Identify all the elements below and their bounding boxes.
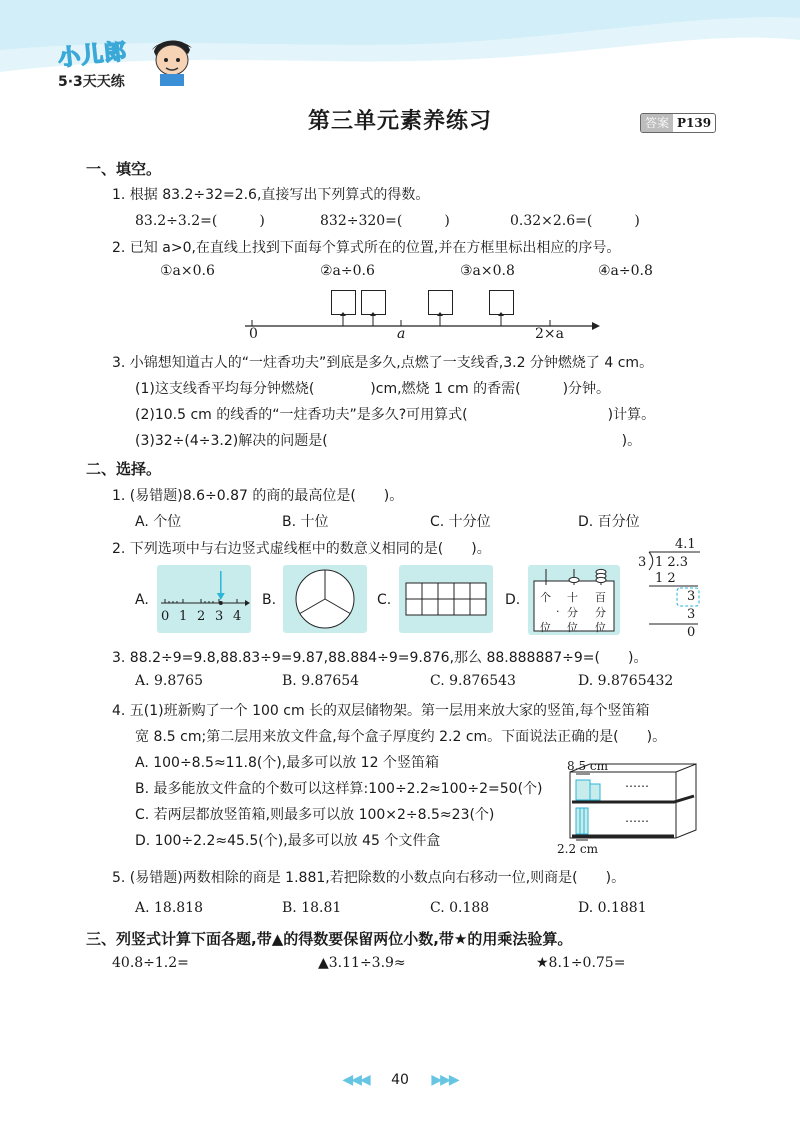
long-division-figure bbox=[632, 538, 712, 642]
ruler-tick-4: 4 bbox=[233, 609, 242, 624]
div-dividend: 1 2.3 bbox=[655, 555, 689, 570]
div-row4: 0 bbox=[687, 625, 696, 640]
page-number: 40 bbox=[391, 1072, 409, 1088]
shelf-dots-top: …… bbox=[625, 776, 649, 790]
s1-q1-a: 83.2÷3.2=( ) bbox=[135, 213, 265, 229]
shelf-label-thickness: 2.2 cm bbox=[557, 842, 598, 856]
s2-q5-stem: 5. (易错题)两数相除的商是 1.881,若把除数的小数点向右移动一位,则商是( )。 bbox=[112, 870, 626, 886]
div-divisor: 3 bbox=[638, 555, 647, 570]
section3-heading: 三、列竖式计算下面各题,带▲的得数要保留两位小数,带★的用乘法验算。 bbox=[86, 930, 573, 948]
brand-title: 小儿郎 bbox=[57, 39, 129, 72]
abacus-dot: · bbox=[556, 605, 560, 618]
s1-q2-stem: 2. 已知 a>0,在直线上找到下面每个算式所在的位置,并在方框里标出相应的序号。 bbox=[112, 240, 621, 256]
abacus-col1-top: 个 bbox=[540, 591, 551, 604]
s1-q2-opt2: ②a÷0.6 bbox=[320, 263, 375, 279]
s2-q1-B: B. 十位 bbox=[282, 514, 329, 530]
s2-q5-A: A. 18.818 bbox=[135, 900, 203, 916]
section1-heading: 一、填空。 bbox=[86, 160, 162, 178]
shelf-figure bbox=[558, 760, 706, 850]
s2-q2-D-label: D. bbox=[505, 592, 521, 608]
s2-q1-C: C. 十分位 bbox=[430, 514, 491, 530]
s2-q3-C: C. 9.876543 bbox=[430, 673, 516, 689]
nl-label-zero: 0 bbox=[249, 326, 258, 342]
s1-q3-p1: (1)这支线香平均每分钟燃烧( )cm,燃烧 1 cm 的香需( )分钟。 bbox=[135, 381, 611, 397]
page-footer bbox=[0, 1072, 800, 1088]
s2-q4-C: C. 若两层都放竖笛箱,则最多可以放 100×2÷8.5≈23(个) bbox=[135, 807, 495, 823]
abacus-col2-mid: 分 bbox=[567, 606, 578, 619]
s1-q2-opt1: ①a×0.6 bbox=[160, 263, 215, 279]
s2-q3-stem: 3. 88.2÷9=9.8,88.83÷9=9.87,88.884÷9=9.876,那么 88.888887÷9=( )。 bbox=[112, 650, 648, 666]
s2-q4-stem-line2: 宽 8.5 cm;第二层用来放文件盒,每个盒子厚度约 2.2 cm。下面说法正确的是( )。 bbox=[135, 729, 667, 745]
div-row2: 3 bbox=[687, 589, 696, 604]
abacus-col1-bot: 位 bbox=[540, 621, 551, 634]
s2-q3-A: A. 9.8765 bbox=[135, 673, 203, 689]
page-title: 第三单元素养练习 bbox=[307, 109, 492, 134]
s1-q1-c: 0.32×2.6=( ) bbox=[510, 213, 640, 229]
answer-page: P139 bbox=[677, 116, 712, 130]
abacus-col3-bot: 位 bbox=[595, 621, 606, 634]
s2-q1-A: A. 个位 bbox=[135, 514, 182, 530]
ruler-tick-3: 3 bbox=[215, 609, 224, 624]
grid-figure bbox=[399, 565, 493, 633]
mascot-icon bbox=[148, 34, 196, 86]
s2-q4-stem-line1: 4. 五(1)班新购了一个 100 cm 长的双层储物架。第一层用来放大家的竖笛,每个竖笛箱 bbox=[112, 703, 650, 719]
s2-q5-D: D. 0.1881 bbox=[578, 900, 647, 916]
s1-q2-opt3: ③a×0.8 bbox=[460, 263, 515, 279]
answer-label: 答案 bbox=[641, 114, 673, 132]
ruler-tick-0: 0 bbox=[161, 609, 170, 624]
div-quotient: 4.1 bbox=[675, 537, 696, 552]
s1-q3-stem: 3. 小锦想知道古人的“一炷香功夫”到底是多久,点燃了一支线香,3.2 分钟燃烧了 4 cm。 bbox=[112, 355, 654, 371]
s2-q5-C: C. 0.188 bbox=[430, 900, 490, 916]
shelf-label-width: 8.5 cm bbox=[567, 759, 608, 773]
pie-figure bbox=[283, 565, 367, 633]
abacus-col2-bot: 位 bbox=[567, 621, 578, 634]
s2-q3-D: D. 9.8765432 bbox=[578, 673, 674, 689]
abacus-col3-top: 百 bbox=[595, 591, 606, 604]
nl-label-a: a bbox=[397, 326, 406, 342]
ruler-tick-2: 2 bbox=[197, 609, 206, 624]
s3-calc-3: ★8.1÷0.75= bbox=[536, 955, 626, 971]
abacus-col2-top: 十 bbox=[567, 591, 578, 604]
s2-q5-B: B. 18.81 bbox=[282, 900, 342, 916]
s1-q3-p2: (2)10.5 cm 的线香的“一炷香功夫”是多久?可用算式( )计算。 bbox=[135, 407, 656, 423]
s3-calc-2: ▲3.11÷3.9≈ bbox=[318, 955, 406, 971]
s2-q4-B: B. 最多能放文件盒的个数可以这样算:100÷2.2≈100÷2=50(个) bbox=[135, 781, 543, 797]
answer-reference bbox=[640, 113, 716, 133]
brand-logo bbox=[58, 38, 127, 91]
s1-q1-stem: 1. 根据 83.2÷32=2.6,直接写出下列算式的得数。 bbox=[112, 187, 430, 203]
brand-subtitle: 5·3天天练 bbox=[58, 74, 125, 90]
div-row3: 3 bbox=[687, 607, 696, 622]
div-row1: 1 2 bbox=[655, 571, 676, 586]
ruler-tick-1: 1 bbox=[179, 609, 188, 624]
s3-calc-1: 40.8÷1.2= bbox=[112, 955, 189, 971]
s1-q2-opt4: ④a÷0.8 bbox=[598, 263, 653, 279]
s2-q3-B: B. 9.87654 bbox=[282, 673, 360, 689]
s1-q1-b: 832÷320=( ) bbox=[320, 213, 450, 229]
next-arrows-icon: ▶▶▶ bbox=[431, 1072, 458, 1088]
s2-q2-stem: 2. 下列选项中与右边竖式虚线框中的数意义相同的是( )。 bbox=[112, 541, 491, 557]
prev-arrows-icon: ◀◀◀ bbox=[342, 1072, 369, 1088]
section2-heading: 二、选择。 bbox=[86, 460, 162, 478]
shelf-dots-bottom: …… bbox=[625, 811, 649, 825]
s2-q2-A-label: A. bbox=[135, 592, 149, 608]
nl-label-2a: 2×a bbox=[535, 326, 564, 342]
s2-q4-D: D. 100÷2.2≈45.5(个),最多可以放 45 个文件盒 bbox=[135, 833, 441, 849]
s2-q1-D: D. 百分位 bbox=[578, 514, 640, 530]
abacus-col3-mid: 分 bbox=[595, 606, 606, 619]
s2-q4-A: A. 100÷8.5≈11.8(个),最多可以放 12 个竖笛箱 bbox=[135, 755, 439, 771]
s1-q3-p3: (3)32÷(4÷3.2)解决的问题是( )。 bbox=[135, 433, 642, 449]
s2-q1-stem: 1. (易错题)8.6÷0.87 的商的最高位是( )。 bbox=[112, 488, 404, 504]
s2-q2-B-label: B. bbox=[262, 592, 277, 608]
s2-q2-C-label: C. bbox=[377, 592, 392, 608]
